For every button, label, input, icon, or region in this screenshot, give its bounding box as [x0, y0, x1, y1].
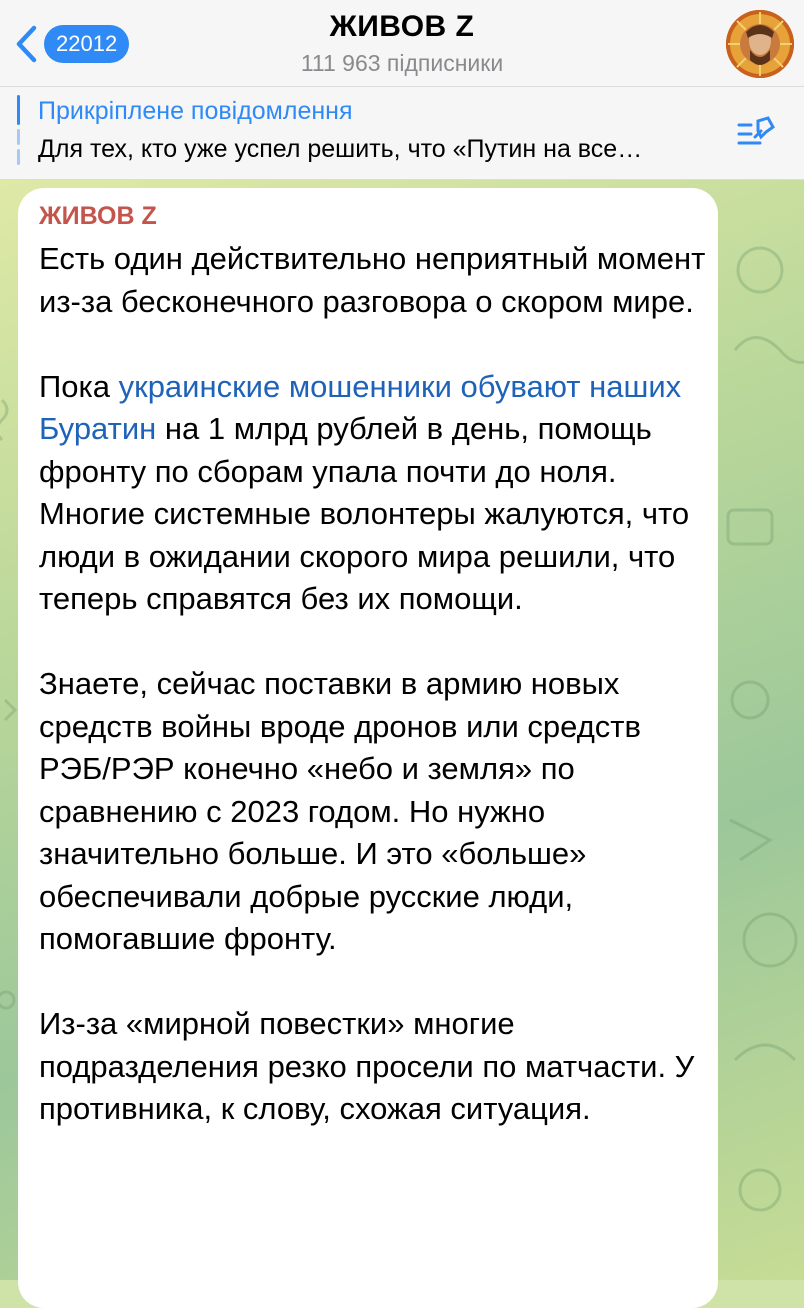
- pinned-list-icon: [736, 115, 776, 151]
- channel-info[interactable]: [0, 10, 804, 77]
- pinned-label: Прикріплене повідомлення: [38, 97, 353, 125]
- message-bubble: [18, 188, 718, 1308]
- channel-avatar[interactable]: [726, 10, 794, 78]
- subscriber-count: 111 963 підписники: [300, 50, 504, 76]
- message-paragraph: Есть один действительно неприятный момент из-за бесконечного разговора о скором мире.: [39, 241, 706, 319]
- message-body: [39, 238, 709, 1173]
- unread-count-badge: 22012: [44, 25, 129, 63]
- message-paragraph: Знаете, сейчас поставки в армию новых средств войны вроде дронов или средств РЭБ/РЭР конечно «небо и земля» по сравнению с 2023 годом. Но нужно значительно больше. И это «больше» обеспечивали добрые русские люди, помогавшие фронту.: [39, 666, 641, 956]
- pinned-text: Для тех, кто уже успел решить, что «Путин на все…: [38, 135, 643, 163]
- pinned-message-bar[interactable]: [0, 87, 804, 180]
- channel-title: ЖИВОВ Z: [329, 10, 475, 43]
- pinned-indicator: [17, 95, 20, 169]
- message-paragraph: Из-за «мирной повестки» многие подразделения резко просели по матчасти. У противника, к слову, схожая ситуация.: [39, 1006, 695, 1126]
- paragraph-text: Пока: [39, 368, 119, 404]
- message-link[interactable]: украинские мошенники обувают наших Буратин: [39, 368, 682, 446]
- pinned-list-button[interactable]: [736, 115, 776, 156]
- paragraph-text: на 1 млрд рублей в день, помощь фронту по сборам упала почти до ноля. Многие системные волонтеры жалуются, что люди в ожидании скорого мира решили, что теперь справятся без их помощи.: [39, 411, 690, 616]
- message-author[interactable]: ЖИВОВ Z: [39, 202, 157, 230]
- chat-header: [0, 0, 804, 87]
- channel-avatar-icon: [726, 10, 794, 78]
- message-paragraph: [39, 366, 709, 621]
